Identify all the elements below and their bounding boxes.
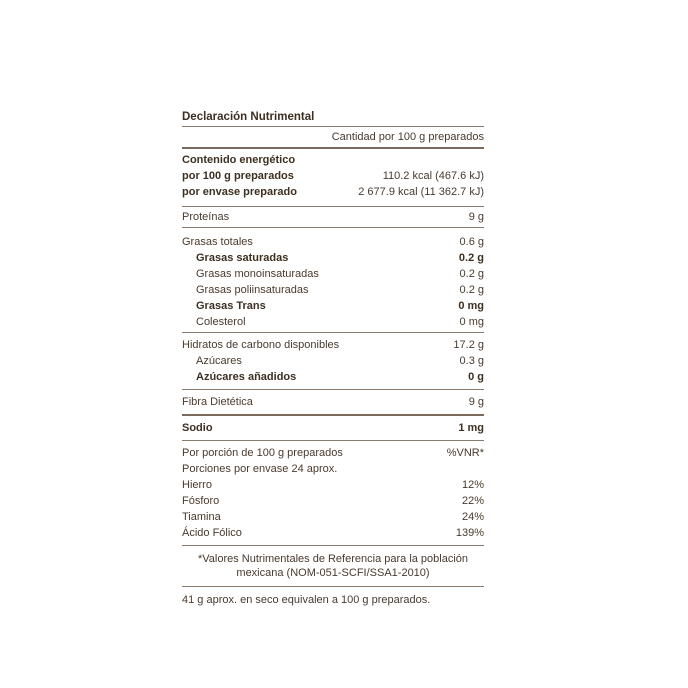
divider	[182, 227, 484, 228]
preparation-note: 41 g aprox. en seco equivalen a 100 g preparados.	[182, 594, 431, 606]
energy-perpack-row	[182, 184, 484, 200]
energy-per100-value: 110.2 kcal (467.6 kJ)	[382, 170, 484, 182]
vitamin-row: Tiamina 24%	[182, 511, 484, 523]
energy-perpack-value: 2 677.9 kcal (11 362.7 kJ)	[358, 186, 484, 198]
carbs-row: Hidratos de carbono disponibles 17.2 g	[182, 339, 484, 351]
sodium-row: Sodio 1 mg	[182, 422, 484, 434]
divider-thick	[182, 414, 484, 416]
divider	[182, 206, 484, 207]
energy-heading: Contenido energético	[182, 154, 296, 166]
divider	[182, 332, 484, 333]
proteins-row	[182, 209, 484, 225]
nutrition-label	[182, 108, 484, 607]
fat-trans-row: Grasas Trans 0 mg	[196, 300, 484, 312]
vitamin-row: Ácido Fólico 139%	[182, 527, 484, 539]
divider	[182, 389, 484, 390]
energy-per100-label: por 100 g preparados	[182, 170, 294, 182]
vitamin-row: Hierro 12%	[182, 479, 484, 491]
vnr-footnote: *Valores Nutrimentales de Referencia para la población mexicana (NOM-051-SCFI/SSA1-2010)	[197, 553, 469, 579]
fat-saturated-row: Grasas saturadas 0.2 g	[196, 252, 484, 264]
energy-perpack-label: por envase preparado	[182, 186, 297, 198]
proteins-value: 9 g	[468, 211, 484, 223]
divider	[182, 440, 484, 441]
vitamin-row: Fósforo 22%	[182, 495, 484, 507]
fiber-row: Fibra Dietética 9 g	[182, 396, 484, 408]
proteins-label: Proteínas	[182, 211, 230, 223]
energy-per100-row	[182, 168, 484, 184]
label-title: Declaración Nutrimental	[182, 111, 315, 123]
vnr-header-row: Por porción de 100 g preparados %VNR*	[182, 447, 484, 459]
fat-total-row: Grasas totales 0.6 g	[182, 236, 484, 248]
cholesterol-row: Colesterol 0 mg	[196, 316, 484, 328]
portions-row: Porciones por envase 24 aprox.	[182, 463, 338, 475]
added-sugars-row: Azúcares añadidos 0 g	[196, 371, 484, 383]
fat-poli-row: Grasas poliinsaturadas 0.2 g	[196, 284, 484, 296]
amount-subheading: Cantidad por 100 g preparados	[331, 131, 484, 143]
sugars-row: Azúcares 0.3 g	[196, 355, 484, 367]
fat-mono-row: Grasas monoinsaturadas 0.2 g	[196, 268, 484, 280]
